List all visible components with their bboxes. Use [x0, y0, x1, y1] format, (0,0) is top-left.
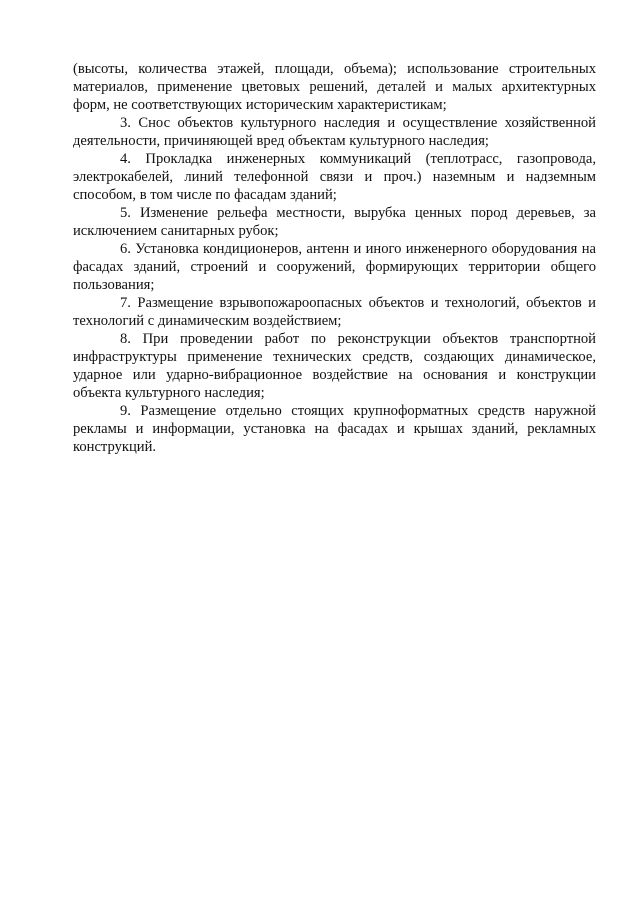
paragraph-item-8-infrastructure: 8. При проведении работ по реконструкции объектов транспортной инфраструктуры применение технических средств, создающих динамическое, ударное или ударно-вибрационное воздействие на основания и конструкции объекта культурного наследия;	[73, 331, 596, 401]
paragraph-continuation: (высоты, количества этажей, площади, объема); использование строительных материалов, применение цветовых решений, деталей и малых архитектурных форм, не соответствующих историческим характеристикам;	[73, 61, 596, 113]
paragraph-item-3-demolition: 3. Снос объектов культурного наследия и осуществление хозяйственной деятельности, причиняющей вред объектам культурного наследия;	[73, 115, 596, 149]
paragraph-item-6-equipment: 6. Установка кондиционеров, антенн и иного инженерного оборудования на фасадах зданий, строений и сооружений, формирующих территории общего пользования;	[73, 241, 596, 293]
document-body	[73, 60, 596, 456]
paragraph-item-4-utilities: 4. Прокладка инженерных коммуникаций (теплотрасс, газопровода, электрокабелей, линий телефонной связи и проч.) наземным и надземным способом, в том числе по фасадам зданий;	[73, 151, 596, 203]
paragraph-item-5-terrain: 5. Изменение рельефа местности, вырубка ценных пород деревьев, за исключением санитарных рубок;	[73, 205, 596, 239]
paragraph-item-9-advertising: 9. Размещение отдельно стоящих крупноформатных средств наружной рекламы и информации, установка на фасадах и крышах зданий, рекламных конструкций.	[73, 403, 596, 455]
paragraph-item-7-hazardous: 7. Размещение взрывопожароопасных объектов и технологий, объектов и технологий с динамическим воздействием;	[73, 295, 596, 329]
